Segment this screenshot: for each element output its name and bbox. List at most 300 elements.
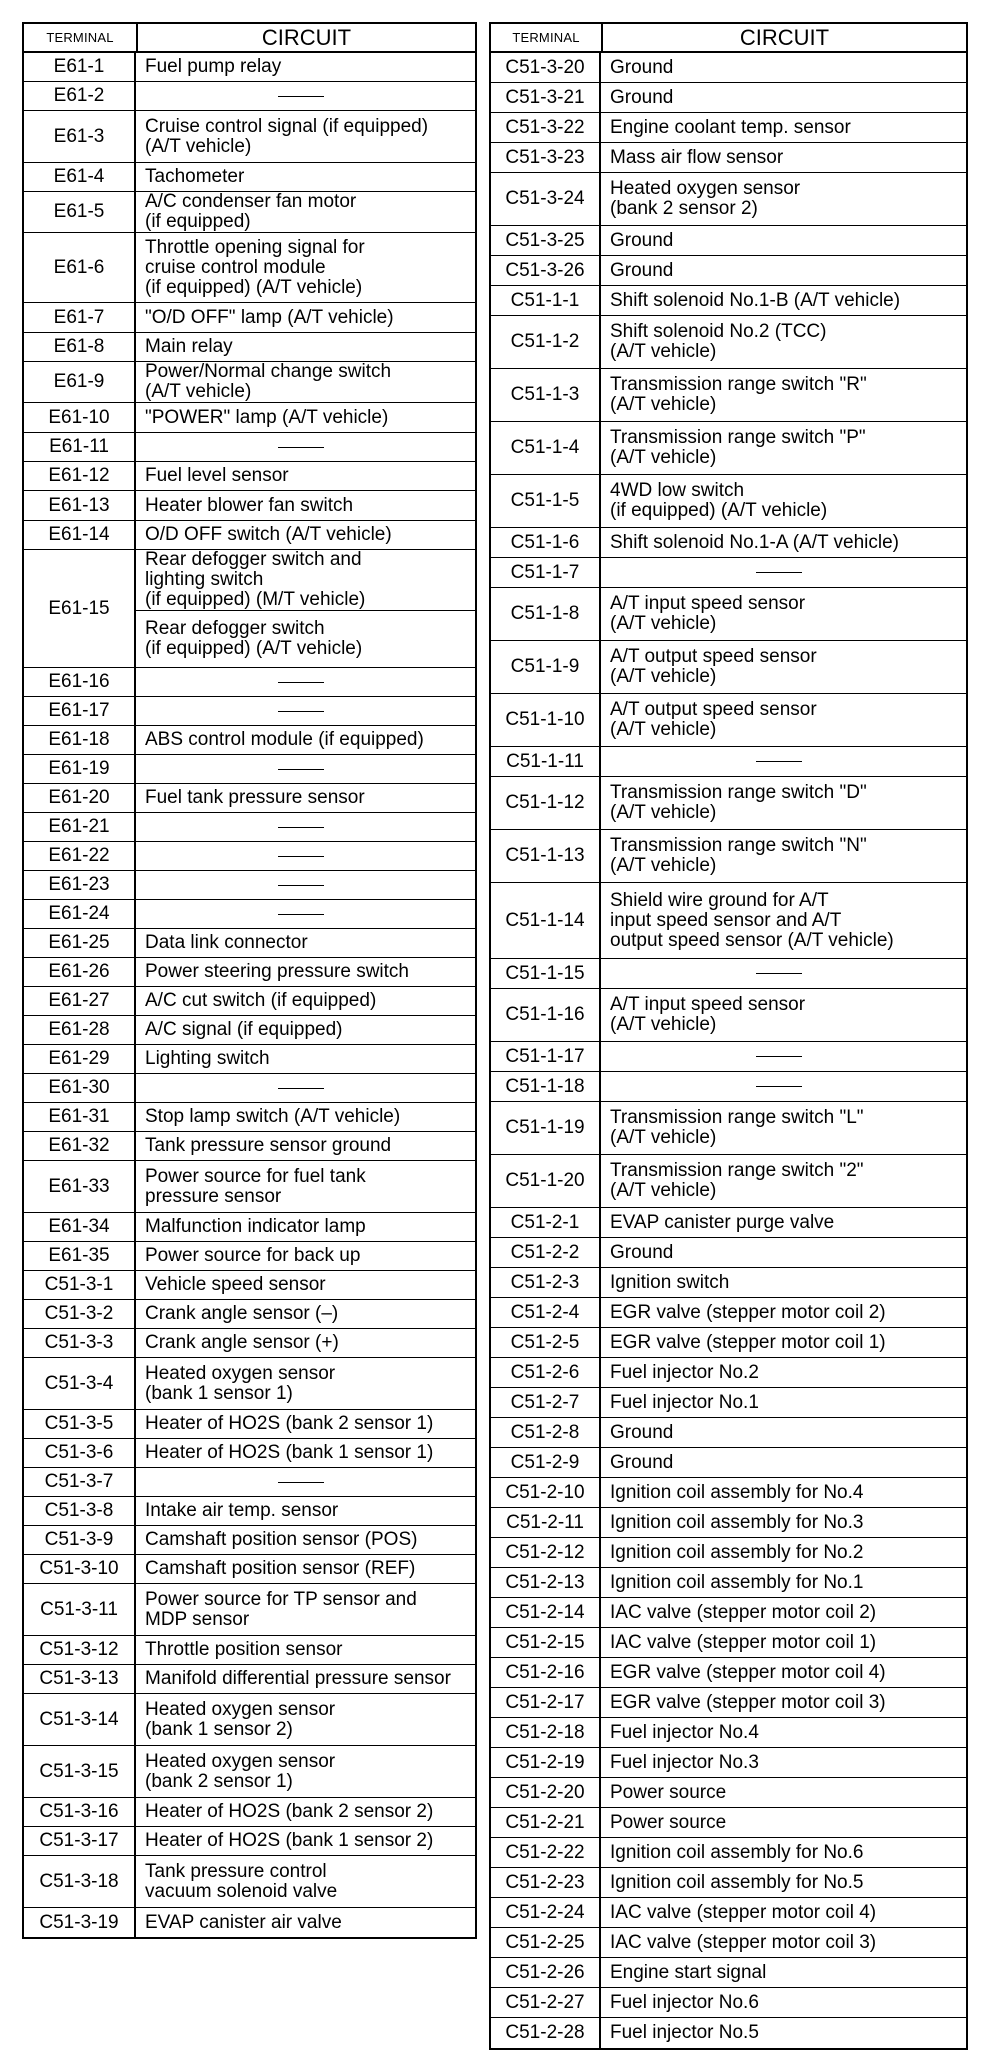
terminal-cell: C51-1-9 (491, 641, 601, 693)
table-row (24, 1636, 475, 1665)
table-row (491, 1448, 966, 1478)
table-row (24, 403, 475, 433)
circuit-cell: Ground (610, 56, 674, 78)
table-row (24, 987, 475, 1016)
circuit-cell: Fuel injector No.6 (610, 1991, 759, 2013)
circuit-cell: Transmission range switch "D" (A/T vehicle) (610, 782, 867, 823)
table-row (491, 475, 966, 528)
circuit-cell: Mass air flow sensor (610, 146, 784, 168)
table-row (491, 1508, 966, 1538)
terminal-cell: E61-24 (24, 900, 136, 928)
table-row (491, 1658, 966, 1688)
table-row (491, 316, 966, 369)
circuit-cell-empty (136, 755, 475, 783)
table-row (24, 813, 475, 842)
table-row (491, 1208, 966, 1238)
terminal-cell: C51-2-15 (491, 1628, 601, 1657)
table-row (491, 1628, 966, 1658)
circuit-cell: EVAP canister air valve (145, 1911, 342, 1933)
terminal-cell: C51-1-11 (491, 747, 601, 776)
terminal-cell: C51-2-4 (491, 1298, 601, 1327)
terminal-cell: C51-2-2 (491, 1238, 601, 1267)
table-row (491, 1568, 966, 1598)
terminal-cell: C51-1-3 (491, 369, 601, 421)
terminal-cell: C51-1-10 (491, 694, 601, 746)
terminal-cell: E61-13 (24, 491, 136, 520)
terminal-cell: E61-8 (24, 333, 136, 361)
terminal-cell: E61-10 (24, 403, 136, 432)
terminal-cell: C51-1-1 (491, 286, 601, 315)
table-row (491, 1478, 966, 1508)
circuit-cell: A/T input speed sensor (A/T vehicle) (610, 994, 806, 1035)
circuit-cell: Tank pressure control vacuum solenoid valve (145, 1860, 338, 1902)
table-row (24, 1827, 475, 1856)
terminal-cell: E61-16 (24, 668, 136, 696)
circuit-cell-empty (136, 1468, 475, 1496)
circuit-cell: Ignition coil assembly for No.3 (610, 1511, 864, 1533)
circuit-cell-part: Rear defogger switch and lighting switch (if equipped) (M/T vehicle) (136, 550, 475, 611)
circuit-cell: "POWER" lamp (A/T vehicle) (145, 406, 389, 428)
terminal-cell: C51-2-24 (491, 1898, 601, 1927)
circuit-cell: Fuel tank pressure sensor (145, 787, 365, 808)
terminal-cell: C51-2-16 (491, 1658, 601, 1687)
circuit-cell: Throttle position sensor (145, 1639, 343, 1660)
terminal-cell: C51-3-17 (24, 1827, 136, 1855)
circuit-cell: Tachometer (145, 166, 245, 187)
terminal-cell: C51-3-10 (24, 1555, 136, 1583)
table-row (491, 830, 966, 883)
circuit-header: CIRCUIT (739, 24, 830, 50)
circuit-cell: Engine coolant temp. sensor (610, 116, 851, 138)
table-row (24, 1242, 475, 1271)
circuit-cell: EGR valve (stepper motor coil 2) (610, 1301, 886, 1323)
terminal-cell: E61-4 (24, 163, 136, 191)
circuit-cell: IAC valve (stepper motor coil 1) (610, 1631, 877, 1653)
table-row (491, 1898, 966, 1928)
circuit-cell: Shield wire ground for A/T input speed sensor and A/T output speed sensor (A/T vehicle) (610, 889, 894, 951)
circuit-cell: Heater of HO2S (bank 2 sensor 2) (145, 1801, 434, 1822)
terminal-cell: E61-9 (24, 362, 136, 402)
table-row (24, 233, 475, 303)
no-connection-dash (278, 1482, 324, 1483)
terminal-cell: E61-29 (24, 1045, 136, 1073)
table-row (491, 1388, 966, 1418)
table-row (491, 1155, 966, 1208)
table-body (22, 53, 477, 1939)
circuit-cell: Crank angle sensor (+) (145, 1332, 339, 1353)
terminal-cell: C51-3-3 (24, 1329, 136, 1357)
no-connection-dash (278, 827, 324, 828)
circuit-cell-empty (601, 558, 966, 587)
terminal-cell: C51-2-20 (491, 1778, 601, 1807)
circuit-cell: Fuel injector No.3 (610, 1751, 759, 1773)
terminal-cell: E61-15 (24, 550, 136, 667)
table-row (491, 173, 966, 226)
circuit-cell: Ground (610, 259, 674, 281)
circuit-cell: Heater of HO2S (bank 1 sensor 2) (145, 1830, 434, 1851)
circuit-cell: A/T output speed sensor (A/T vehicle) (610, 646, 817, 687)
table-row (24, 900, 475, 929)
table-row (491, 1868, 966, 1898)
table-row (24, 1439, 475, 1468)
terminal-header: TERMINAL (491, 24, 603, 51)
table-row (491, 422, 966, 475)
table-row (24, 1856, 475, 1908)
terminal-cell: C51-2-17 (491, 1688, 601, 1717)
circuit-cell-empty (601, 1072, 966, 1101)
circuit-cell: Shift solenoid No.2 (TCC) (A/T vehicle) (610, 321, 827, 362)
no-connection-dash (278, 682, 324, 683)
terminal-cell: E61-2 (24, 82, 136, 110)
circuit-cell: Power steering pressure switch (145, 961, 409, 982)
table-row (491, 1928, 966, 1958)
terminal-cell: C51-1-14 (491, 883, 601, 958)
terminal-cell: C51-2-1 (491, 1208, 601, 1237)
terminal-cell: C51-2-9 (491, 1448, 601, 1477)
terminal-cell: C51-1-12 (491, 777, 601, 829)
terminal-cell: E61-1 (24, 53, 136, 81)
table-row (491, 113, 966, 143)
circuit-cell: Power source (610, 1781, 727, 1803)
circuit-cell-empty (136, 842, 475, 870)
circuit-cell: Transmission range switch "2" (A/T vehicle) (610, 1160, 864, 1201)
no-connection-dash (756, 973, 802, 974)
table-row (24, 1468, 475, 1497)
terminal-cell: E61-14 (24, 521, 136, 549)
circuit-cell: Transmission range switch "R" (A/T vehicle) (610, 374, 867, 415)
circuit-cell: Fuel pump relay (145, 56, 282, 77)
circuit-cell: "O/D OFF" lamp (A/T vehicle) (145, 306, 394, 328)
terminal-cell: C51-2-28 (491, 2018, 601, 2048)
table-row (491, 1718, 966, 1748)
terminal-cell: E61-6 (24, 233, 136, 302)
terminal-cell: C51-3-24 (491, 173, 601, 225)
table-row (24, 53, 475, 82)
circuit-cell: Camshaft position sensor (REF) (145, 1558, 416, 1579)
table-row (24, 1694, 475, 1746)
table-row (491, 588, 966, 641)
terminal-cell: E61-21 (24, 813, 136, 841)
terminal-cell: E61-27 (24, 987, 136, 1015)
terminal-cell: C51-2-23 (491, 1868, 601, 1897)
table-row (491, 226, 966, 256)
terminal-cell: C51-2-6 (491, 1358, 601, 1387)
terminal-cell: C51-3-12 (24, 1636, 136, 1664)
table-row (24, 163, 475, 192)
terminal-cell: C51-2-18 (491, 1718, 601, 1747)
terminal-cell: C51-3-19 (24, 1908, 136, 1937)
circuit-cell: A/C signal (if equipped) (145, 1019, 343, 1040)
circuit-cell: Heated oxygen sensor (bank 1 sensor 1) (145, 1362, 336, 1404)
circuit-cell: Manifold differential pressure sensor (145, 1668, 451, 1689)
table-row (24, 1798, 475, 1827)
circuit-cell: Heater blower fan switch (145, 494, 354, 516)
terminal-cell: E61-18 (24, 726, 136, 754)
terminal-cell: C51-2-3 (491, 1268, 601, 1297)
terminal-cell: C51-3-26 (491, 256, 601, 285)
terminal-cell: C51-2-21 (491, 1808, 601, 1837)
table-row (24, 1526, 475, 1555)
terminal-cell: C51-1-20 (491, 1155, 601, 1207)
table-row (24, 755, 475, 784)
terminal-cell: C51-2-11 (491, 1508, 601, 1537)
table-row (24, 550, 475, 668)
table-row (24, 1074, 475, 1103)
circuit-cell: Throttle opening signal for cruise control module (if equipped) (A/T vehicle) (145, 236, 365, 298)
circuit-cell-empty (136, 668, 475, 696)
circuit-cell: Heater of HO2S (bank 1 sensor 1) (145, 1442, 434, 1463)
circuit-cell: Transmission range switch "L" (A/T vehicle) (610, 1107, 864, 1148)
terminal-cell: C51-2-10 (491, 1478, 601, 1507)
no-connection-dash (756, 1056, 802, 1057)
circuit-cell: A/C condenser fan motor (if equipped) (145, 191, 357, 232)
terminal-cell: C51-1-4 (491, 422, 601, 474)
terminal-cell: E61-17 (24, 697, 136, 725)
table-row (491, 1102, 966, 1155)
table-row (491, 1778, 966, 1808)
table-row (24, 1016, 475, 1045)
terminal-cell: C51-2-19 (491, 1748, 601, 1777)
circuit-cell-empty (136, 82, 475, 110)
table-row (491, 2018, 966, 2048)
terminal-cell: C51-1-2 (491, 316, 601, 368)
table-row (24, 1213, 475, 1242)
table-row (491, 1298, 966, 1328)
terminal-cell: E61-33 (24, 1161, 136, 1212)
table-row (24, 958, 475, 987)
table-row (491, 1358, 966, 1388)
table-row (24, 871, 475, 900)
terminal-cell: C51-2-26 (491, 1958, 601, 1987)
circuit-cell: Data link connector (145, 932, 308, 953)
circuit-cell: Power source for TP sensor and MDP sensor (145, 1588, 417, 1630)
circuit-cell: A/T output speed sensor (A/T vehicle) (610, 699, 817, 740)
table-row (24, 1300, 475, 1329)
circuit-cell: ABS control module (if equipped) (145, 729, 424, 750)
circuit-cell: Stop lamp switch (A/T vehicle) (145, 1106, 401, 1127)
table-row (491, 1748, 966, 1778)
circuit-cell: A/T input speed sensor (A/T vehicle) (610, 593, 806, 634)
circuit-cell: Ground (610, 1451, 674, 1473)
circuit-cell: Ground (610, 86, 674, 108)
terminal-cell: E61-3 (24, 111, 136, 162)
circuit-cell: Ground (610, 1241, 674, 1263)
table-row (491, 256, 966, 286)
circuit-cell: EVAP canister purge valve (610, 1211, 835, 1233)
terminal-cell: E61-32 (24, 1132, 136, 1160)
terminal-cell: C51-3-22 (491, 113, 601, 142)
terminal-cell: C51-3-13 (24, 1665, 136, 1693)
table-row (24, 111, 475, 163)
circuit-cell: IAC valve (stepper motor coil 2) (610, 1601, 877, 1623)
terminal-cell: E61-28 (24, 1016, 136, 1044)
terminal-cell: C51-1-5 (491, 475, 601, 527)
terminal-cell: C51-3-9 (24, 1526, 136, 1554)
circuit-cell: Power source for back up (145, 1245, 361, 1266)
terminal-cell: C51-2-5 (491, 1328, 601, 1357)
table-row (491, 1838, 966, 1868)
terminal-cell: C51-2-13 (491, 1568, 601, 1597)
table-header (489, 22, 968, 53)
circuit-cell: A/C cut switch (if equipped) (145, 990, 377, 1011)
terminal-table-right (489, 22, 968, 2050)
circuit-cell: Lighting switch (145, 1048, 270, 1069)
table-row (24, 1908, 475, 1937)
no-connection-dash (278, 711, 324, 712)
table-row (491, 1328, 966, 1358)
terminal-cell: E61-34 (24, 1213, 136, 1241)
circuit-cell-split (136, 550, 475, 667)
table-row (24, 1555, 475, 1584)
circuit-cell: Main relay (145, 336, 233, 357)
terminal-cell: C51-1-15 (491, 959, 601, 988)
circuit-cell: Power/Normal change switch (A/T vehicle) (145, 361, 392, 402)
table-row (491, 1072, 966, 1102)
table-row (24, 1665, 475, 1694)
terminal-cell: C51-1-7 (491, 558, 601, 587)
terminal-cell: E61-31 (24, 1103, 136, 1131)
terminal-cell: C51-3-25 (491, 226, 601, 255)
no-connection-dash (278, 447, 324, 448)
table-row (491, 1988, 966, 2018)
table-row (24, 82, 475, 111)
circuit-cell: Heated oxygen sensor (bank 2 sensor 2) (610, 178, 801, 219)
table-row (24, 521, 475, 550)
circuit-cell: Camshaft position sensor (POS) (145, 1529, 418, 1550)
terminal-cell: C51-1-19 (491, 1102, 601, 1154)
circuit-cell: Ignition coil assembly for No.6 (610, 1841, 864, 1863)
table-row (24, 362, 475, 403)
terminal-header: TERMINAL (24, 24, 138, 51)
table-row (491, 143, 966, 173)
terminal-cell: C51-3-7 (24, 1468, 136, 1496)
circuit-cell: Ground (610, 229, 674, 251)
circuit-cell-empty (136, 813, 475, 841)
table-row (491, 694, 966, 747)
table-row (491, 1808, 966, 1838)
table-row (24, 1045, 475, 1074)
circuit-cell: Shift solenoid No.1-B (A/T vehicle) (610, 289, 901, 311)
circuit-cell: IAC valve (stepper motor coil 3) (610, 1931, 877, 1953)
terminal-cell: E61-26 (24, 958, 136, 986)
table-row (24, 1746, 475, 1798)
terminal-cell: C51-1-13 (491, 830, 601, 882)
table-row (491, 777, 966, 830)
table-row (24, 1358, 475, 1410)
table-row (491, 1042, 966, 1072)
table-row (491, 286, 966, 316)
terminal-cell: C51-3-8 (24, 1497, 136, 1525)
terminal-cell: C51-3-2 (24, 1300, 136, 1328)
no-connection-dash (756, 572, 802, 573)
terminal-cell: C51-3-20 (491, 53, 601, 82)
circuit-cell-part: Rear defogger switch (if equipped) (A/T vehicle) (145, 618, 363, 659)
circuit-cell: Fuel level sensor (145, 465, 289, 486)
terminal-cell: E61-12 (24, 462, 136, 490)
terminal-cell: E61-19 (24, 755, 136, 783)
no-connection-dash (278, 856, 324, 857)
table-row (491, 959, 966, 989)
table-row (24, 726, 475, 755)
table-row (24, 842, 475, 871)
circuit-cell: Ignition coil assembly for No.4 (610, 1481, 864, 1503)
circuit-cell: Heater of HO2S (bank 2 sensor 1) (145, 1413, 434, 1434)
circuit-cell-empty (601, 959, 966, 988)
table-row (24, 192, 475, 233)
circuit-cell-empty (136, 1074, 475, 1102)
circuit-cell-empty (136, 871, 475, 899)
circuit-cell: Malfunction indicator lamp (145, 1216, 366, 1237)
circuit-cell: Ground (610, 1421, 674, 1443)
table-row (491, 1598, 966, 1628)
terminal-cell: C51-3-16 (24, 1798, 136, 1826)
no-connection-dash (756, 1086, 802, 1087)
terminal-cell: E61-25 (24, 929, 136, 957)
terminal-cell: C51-1-6 (491, 528, 601, 557)
terminal-table-left (22, 22, 477, 1939)
circuit-cell: Crank angle sensor (–) (145, 1303, 339, 1324)
table-row (24, 1329, 475, 1358)
terminal-cell: C51-2-14 (491, 1598, 601, 1627)
terminal-cell: C51-1-16 (491, 989, 601, 1041)
circuit-cell: Fuel injector No.2 (610, 1361, 759, 1383)
table-row (491, 641, 966, 694)
circuit-cell: Transmission range switch "N" (A/T vehicle) (610, 835, 867, 876)
table-row (24, 1271, 475, 1300)
terminal-cell: E61-5 (24, 192, 136, 232)
circuit-cell-empty (136, 697, 475, 725)
table-row (491, 558, 966, 588)
table-row (491, 1418, 966, 1448)
circuit-cell: Ignition switch (610, 1271, 730, 1293)
table-row (24, 433, 475, 462)
terminal-cell: C51-3-5 (24, 1410, 136, 1438)
circuit-cell: Cruise control signal (if equipped) (A/T vehicle) (145, 115, 429, 157)
circuit-cell: IAC valve (stepper motor coil 4) (610, 1901, 877, 1923)
terminal-cell: C51-1-17 (491, 1042, 601, 1071)
no-connection-dash (756, 761, 802, 762)
table-row (24, 1132, 475, 1161)
terminal-cell: C51-2-25 (491, 1928, 601, 1957)
table-row (24, 462, 475, 491)
circuit-cell: Intake air temp. sensor (145, 1500, 339, 1521)
table-row (24, 303, 475, 333)
terminal-cell: E61-23 (24, 871, 136, 899)
table-row (491, 1268, 966, 1298)
circuit-cell-empty (601, 747, 966, 776)
terminal-cell: C51-3-4 (24, 1358, 136, 1409)
table-row (24, 668, 475, 697)
terminal-cell: C51-3-23 (491, 143, 601, 172)
table-row (24, 491, 475, 521)
table-row (491, 989, 966, 1042)
table-body (489, 53, 968, 2050)
table-row (24, 1103, 475, 1132)
terminal-cell: C51-1-8 (491, 588, 601, 640)
circuit-cell: EGR valve (stepper motor coil 4) (610, 1661, 886, 1683)
circuit-cell: Power source (610, 1811, 727, 1833)
table-row (491, 1238, 966, 1268)
table-row (24, 1584, 475, 1636)
terminal-cell: C51-2-22 (491, 1838, 601, 1867)
circuit-cell: Shift solenoid No.1-A (A/T vehicle) (610, 531, 900, 553)
circuit-cell: Vehicle speed sensor (145, 1274, 326, 1295)
terminal-cell: C51-3-15 (24, 1746, 136, 1797)
table-row (491, 747, 966, 777)
table-row (491, 1958, 966, 1988)
circuit-header: CIRCUIT (261, 24, 352, 50)
terminal-cell: C51-2-7 (491, 1388, 601, 1417)
